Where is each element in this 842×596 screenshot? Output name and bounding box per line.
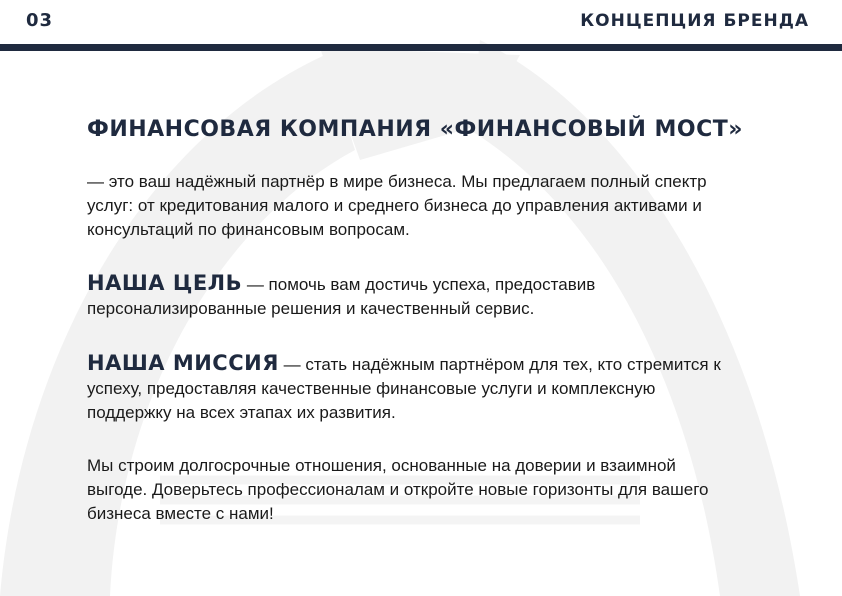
section-title: КОНЦЕПЦИЯ БРЕНДА — [580, 11, 809, 31]
intro-paragraph — [87, 170, 727, 242]
company-title: ФИНАНСОВАЯ КОМПАНИЯ «ФИНАНСОВЫЙ МОСТ» — [87, 117, 743, 142]
header-divider-bar — [0, 44, 842, 51]
mission-paragraph — [87, 351, 727, 425]
mission-heading: НАША МИССИЯ — [87, 351, 279, 375]
page-number: 03 — [26, 10, 54, 31]
main-content — [87, 116, 743, 526]
page-header — [0, 0, 842, 52]
goal-heading: НАША ЦЕЛЬ — [87, 271, 243, 295]
goal-paragraph — [87, 271, 727, 321]
closing-text: Мы строим долгосрочные отношения, основанные на доверии и взаимной выгоде. Доверьтесь профессионалам и откройте новые горизонты для вашего бизнеса вместе с нами! — [87, 456, 709, 523]
intro-text: — это ваш надёжный партнёр в мире бизнеса. Мы предлагаем полный спектр услуг: от кредитования малого и среднего бизнеса до управления активами и консультаций по финансовым вопросам. — [87, 172, 707, 239]
closing-paragraph — [87, 454, 727, 526]
goal-text: — помочь вам достичь успеха, предоставив персонализированные решения и качественный сервис. — [87, 275, 596, 318]
mission-text: — стать надёжным партнёром для тех, кто стремится к успеху, предоставляя качественные финансовые услуги и комплексную поддержку на всех этапах их развития. — [87, 355, 721, 422]
